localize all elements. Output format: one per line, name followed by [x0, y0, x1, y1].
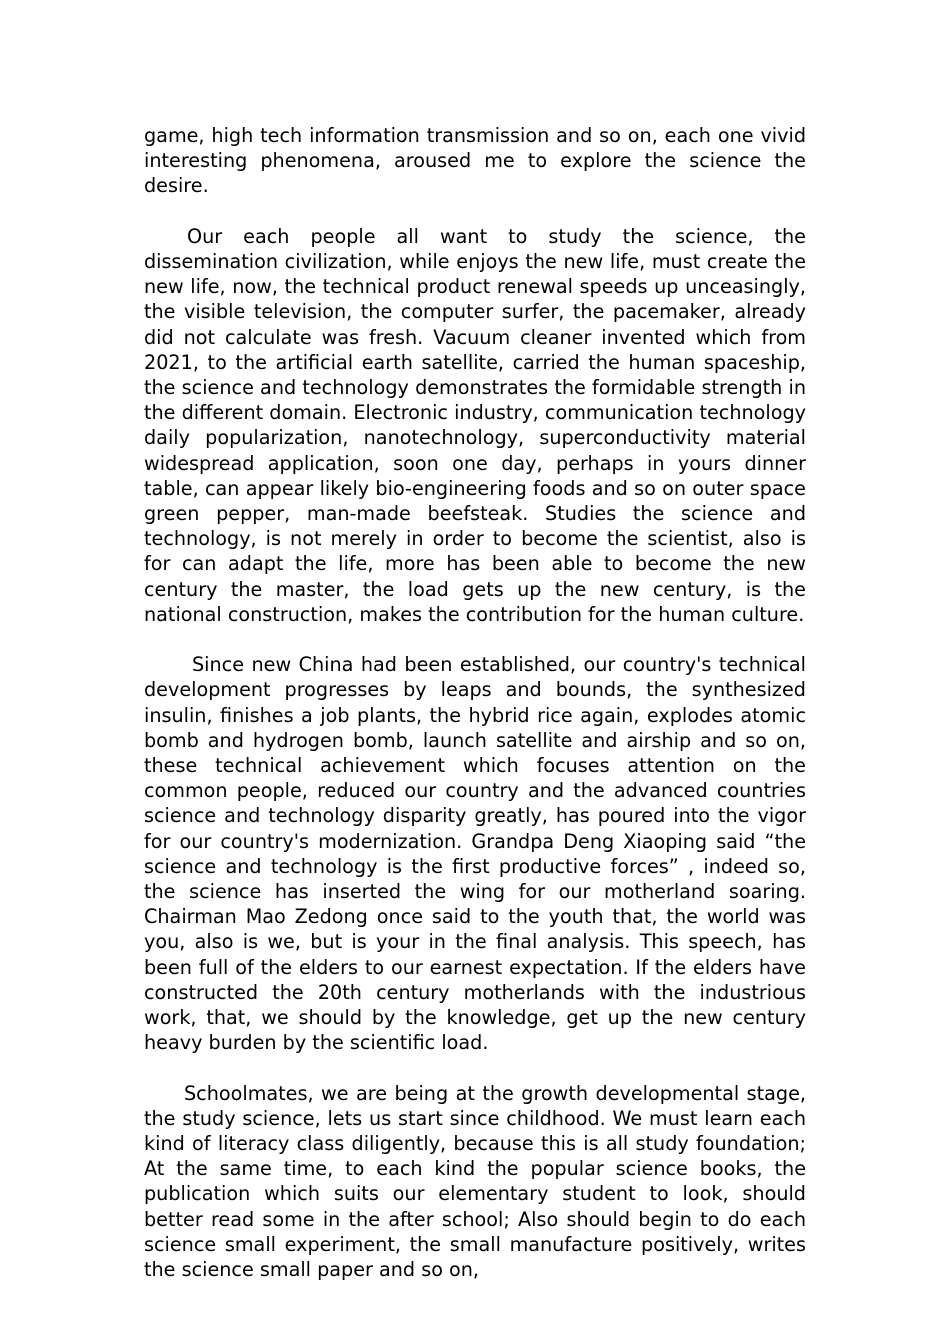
paragraph-1: game, high tech information transmission and so on, each one vivid interesting phenomena, aroused me to explore the science the desire.: [144, 124, 806, 198]
body-text: [144, 123, 806, 1282]
paragraph-3: Since new China had been established, our country's technical development progresses by leaps and bounds, the synthesized insulin, finishes a job plants, the hybrid rice again, explodes atomic bomb and hydrogen bomb, launch satellite and airship and so on, these technical achievement which focuses attention on the common people, reduced our country and the advanced countries science and technology disparity greatly, has poured into the vigor for our country's modernization. Grandpa Deng Xiaoping said “the science and technology is the first productive forces” , indeed so, the science has inserted the wing for our motherland soaring. Chairman Mao Zedong once said to the youth that, the world was you, also is we, but is your in the final analysis. This speech, has been full of the elders to our earnest expectation. If the elders have constructed the 20th century motherlands with the industrious work, that, we should by the knowledge, get up the new century heavy burden by the scientific load.: [144, 653, 806, 1055]
paragraph-4: Schoolmates, we are being at the growth developmental stage, the study science, lets us start since childhood. We must learn each kind of literacy class diligently, because this is all study foundation; At the same time, to each kind the popular science books, the publication which suits our elementary student to look, should better read some in the after school; Also should begin to do each science small experiment, the small manufacture positively, writes the science small paper and so on,: [144, 1081, 806, 1282]
paragraph-2: Our each people all want to study the science, the dissemination civilization, while enjoys the new life, must create the new life, now, the technical product renewal speeds up unceasingly, the visible television, the computer surfer, the pacemaker, already did not calculate was fresh. Vacuum cleaner invented which from 2021, to the artificial earth satellite, carried the human spaceship, the science and technology demonstrates the formidable strength in the different domain. Electronic industry, communication technology daily popularization, nanotechnology, superconductivity material widespread application, soon one day, perhaps in yours dinner table, can appear likely bio-engineering foods and so on outer space green pepper, man-made beefsteak. Studies the science and technology, is not merely in order to become the scientist, also is for can adapt the life, more has been able to become the new century the master, the load gets up the new century, is the national construction, makes the contribution for the human culture.: [144, 224, 806, 626]
